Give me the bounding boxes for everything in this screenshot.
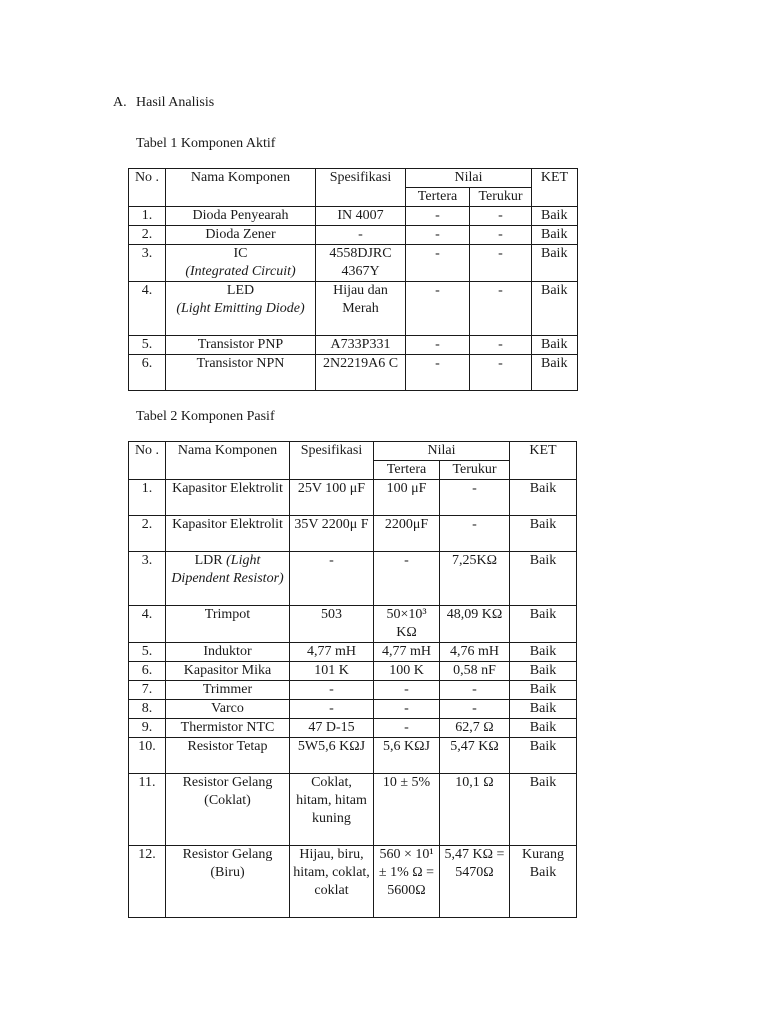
- cell-ket: Baik: [510, 738, 577, 774]
- header-nama-komponen: Nama Komponen: [166, 169, 316, 207]
- cell-no: 11.: [129, 774, 166, 846]
- table2-header-row: [129, 442, 577, 461]
- table-row: [129, 681, 577, 700]
- cell-spesifikasi: 47 D-15: [290, 719, 374, 738]
- table-row: [129, 643, 577, 662]
- cell-tertera: 10 ± 5%: [374, 774, 440, 846]
- table-row: [129, 480, 577, 516]
- cell-no: 9.: [129, 719, 166, 738]
- cell-spesifikasi: 35V 2200μ F: [290, 516, 374, 552]
- cell-nama: Varco: [166, 700, 290, 719]
- cell-ket: Baik: [510, 719, 577, 738]
- table-row: [129, 207, 578, 226]
- cell-no: 2.: [129, 516, 166, 552]
- cell-terukur: -: [440, 681, 510, 700]
- cell-spesifikasi: 5W5,6 KΩJ: [290, 738, 374, 774]
- cell-no: 3.: [129, 552, 166, 606]
- table-row: [129, 355, 578, 391]
- table-row: [129, 336, 578, 355]
- cell-spesifikasi: Hijau dan Merah: [316, 282, 406, 336]
- cell-terukur: -: [470, 245, 532, 282]
- cell-no: 12.: [129, 846, 166, 918]
- cell-nama: Trimpot: [166, 606, 290, 643]
- header-no: No .: [129, 169, 166, 207]
- cell-tertera: -: [406, 226, 470, 245]
- cell-terukur: 5,47 KΩ = 5470Ω: [440, 846, 510, 918]
- cell-spesifikasi: Coklat, hitam, hitam kuning: [290, 774, 374, 846]
- cell-terukur: 62,7 Ω: [440, 719, 510, 738]
- cell-terukur: -: [470, 226, 532, 245]
- table-row: [129, 846, 577, 918]
- table-row: [129, 719, 577, 738]
- cell-spesifikasi: -: [316, 226, 406, 245]
- cell-terukur: -: [440, 516, 510, 552]
- section-heading: [113, 94, 214, 112]
- cell-tertera: 100 K: [374, 662, 440, 681]
- cell-spesifikasi: 4558DJRC 4367Y: [316, 245, 406, 282]
- cell-spesifikasi: IN 4007: [316, 207, 406, 226]
- header-tertera: Tertera: [406, 188, 470, 207]
- cell-tertera: -: [374, 719, 440, 738]
- cell-ket: Baik: [510, 643, 577, 662]
- cell-no: 2.: [129, 226, 166, 245]
- cell-spesifikasi: 25V 100 μF: [290, 480, 374, 516]
- cell-spesifikasi: -: [290, 681, 374, 700]
- table-komponen-aktif: [128, 168, 578, 391]
- cell-ket: Baik: [532, 226, 578, 245]
- header-tertera: Tertera: [374, 461, 440, 480]
- cell-terukur: 4,76 mH: [440, 643, 510, 662]
- cell-tertera: -: [374, 681, 440, 700]
- cell-ket: Kurang Baik: [510, 846, 577, 918]
- header-ket: KET: [532, 169, 578, 207]
- cell-terukur: 5,47 KΩ: [440, 738, 510, 774]
- cell-ket: Baik: [510, 606, 577, 643]
- cell-ket: Baik: [532, 207, 578, 226]
- cell-nama: Resistor Gelang (Coklat): [166, 774, 290, 846]
- header-nama-komponen: Nama Komponen: [166, 442, 290, 480]
- cell-ket: Baik: [510, 516, 577, 552]
- cell-no: 4.: [129, 282, 166, 336]
- table-row: [129, 606, 577, 643]
- section-letter: A.: [113, 95, 127, 110]
- cell-tertera: -: [406, 207, 470, 226]
- cell-no: 6.: [129, 355, 166, 391]
- cell-tertera: 4,77 mH: [374, 643, 440, 662]
- cell-ket: Baik: [510, 681, 577, 700]
- header-nilai: Nilai: [374, 442, 510, 461]
- cell-ket: Baik: [532, 245, 578, 282]
- table-row: [129, 774, 577, 846]
- cell-tertera: 5,6 KΩJ: [374, 738, 440, 774]
- cell-terukur: -: [470, 282, 532, 336]
- cell-no: 5.: [129, 643, 166, 662]
- cell-nama: Thermistor NTC: [166, 719, 290, 738]
- cell-nama: [166, 552, 290, 606]
- cell-nama-text: IC: [233, 246, 248, 261]
- header-spesifikasi: Spesifikasi: [316, 169, 406, 207]
- header-nilai: Nilai: [406, 169, 532, 188]
- cell-terukur: 0,58 nF: [440, 662, 510, 681]
- cell-spesifikasi: -: [290, 552, 374, 606]
- cell-no: 5.: [129, 336, 166, 355]
- header-no: No .: [129, 442, 166, 480]
- cell-nama-italic: (Light Emitting Diode): [176, 301, 305, 316]
- cell-spesifikasi: 101 K: [290, 662, 374, 681]
- cell-nama: Resistor Tetap: [166, 738, 290, 774]
- cell-ket: Baik: [532, 282, 578, 336]
- cell-tertera: 2200μF: [374, 516, 440, 552]
- cell-nama: Resistor Gelang (Biru): [166, 846, 290, 918]
- cell-tertera: -: [374, 700, 440, 719]
- table-row: [129, 662, 577, 681]
- cell-tertera: -: [406, 245, 470, 282]
- cell-no: 3.: [129, 245, 166, 282]
- cell-ket: Baik: [532, 355, 578, 391]
- table1-header-row: [129, 169, 578, 188]
- cell-nama-italic: (Light Dipendent Resistor): [171, 553, 284, 586]
- cell-nama-text: LED: [226, 283, 255, 298]
- table-row: [129, 516, 577, 552]
- cell-nama: Induktor: [166, 643, 290, 662]
- table2-caption: Tabel 2 Komponen Pasif: [136, 409, 275, 424]
- table-row: [129, 282, 578, 336]
- header-terukur: Terukur: [440, 461, 510, 480]
- cell-terukur: -: [470, 207, 532, 226]
- cell-tertera: 50×10³ KΩ: [374, 606, 440, 643]
- cell-no: 1.: [129, 207, 166, 226]
- cell-ket: Baik: [532, 336, 578, 355]
- header-terukur: Terukur: [470, 188, 532, 207]
- cell-terukur: -: [440, 480, 510, 516]
- cell-nama: Transistor NPN: [166, 355, 316, 391]
- cell-nama: Kapasitor Elektrolit: [166, 480, 290, 516]
- cell-no: 8.: [129, 700, 166, 719]
- cell-terukur: 48,09 KΩ: [440, 606, 510, 643]
- cell-nama: Dioda Penyearah: [166, 207, 316, 226]
- section-title: Hasil Analisis: [136, 95, 215, 110]
- cell-no: 10.: [129, 738, 166, 774]
- cell-terukur: -: [440, 700, 510, 719]
- cell-ket: Baik: [510, 774, 577, 846]
- cell-no: 6.: [129, 662, 166, 681]
- cell-tertera: 100 μF: [374, 480, 440, 516]
- cell-spesifikasi: 2N2219A6 C: [316, 355, 406, 391]
- cell-nama-text: LDR: [194, 553, 223, 568]
- cell-nama: [166, 282, 316, 336]
- cell-tertera: -: [406, 355, 470, 391]
- cell-ket: Baik: [510, 662, 577, 681]
- cell-ket: Baik: [510, 552, 577, 606]
- cell-nama: [166, 245, 316, 282]
- table-komponen-pasif: [128, 441, 577, 918]
- cell-ket: Baik: [510, 700, 577, 719]
- cell-no: 1.: [129, 480, 166, 516]
- cell-terukur: 10,1 Ω: [440, 774, 510, 846]
- cell-nama: Kapasitor Elektrolit: [166, 516, 290, 552]
- cell-spesifikasi: 4,77 mH: [290, 643, 374, 662]
- cell-spesifikasi: A733P331: [316, 336, 406, 355]
- table-row: [129, 245, 578, 282]
- cell-spesifikasi: 503: [290, 606, 374, 643]
- cell-spesifikasi: -: [290, 700, 374, 719]
- cell-tertera: -: [374, 552, 440, 606]
- header-spesifikasi: Spesifikasi: [290, 442, 374, 480]
- cell-ket: Baik: [510, 480, 577, 516]
- cell-no: 7.: [129, 681, 166, 700]
- header-ket: KET: [510, 442, 577, 480]
- table-row: [129, 226, 578, 245]
- cell-nama: Kapasitor Mika: [166, 662, 290, 681]
- cell-tertera: -: [406, 336, 470, 355]
- cell-tertera: -: [406, 282, 470, 336]
- table-row: [129, 738, 577, 774]
- cell-nama-italic: (Integrated Circuit): [185, 264, 296, 279]
- cell-nama: Transistor PNP: [166, 336, 316, 355]
- cell-terukur: -: [470, 355, 532, 391]
- cell-spesifikasi: Hijau, biru, hitam, coklat, coklat: [290, 846, 374, 918]
- cell-no: 4.: [129, 606, 166, 643]
- cell-terukur: 7,25KΩ: [440, 552, 510, 606]
- table-row: [129, 552, 577, 606]
- cell-tertera: 560 × 10¹ ± 1% Ω = 5600Ω: [374, 846, 440, 918]
- cell-nama: Trimmer: [166, 681, 290, 700]
- table1-caption: Tabel 1 Komponen Aktif: [136, 136, 276, 151]
- table-row: [129, 700, 577, 719]
- cell-terukur: -: [470, 336, 532, 355]
- cell-nama: Dioda Zener: [166, 226, 316, 245]
